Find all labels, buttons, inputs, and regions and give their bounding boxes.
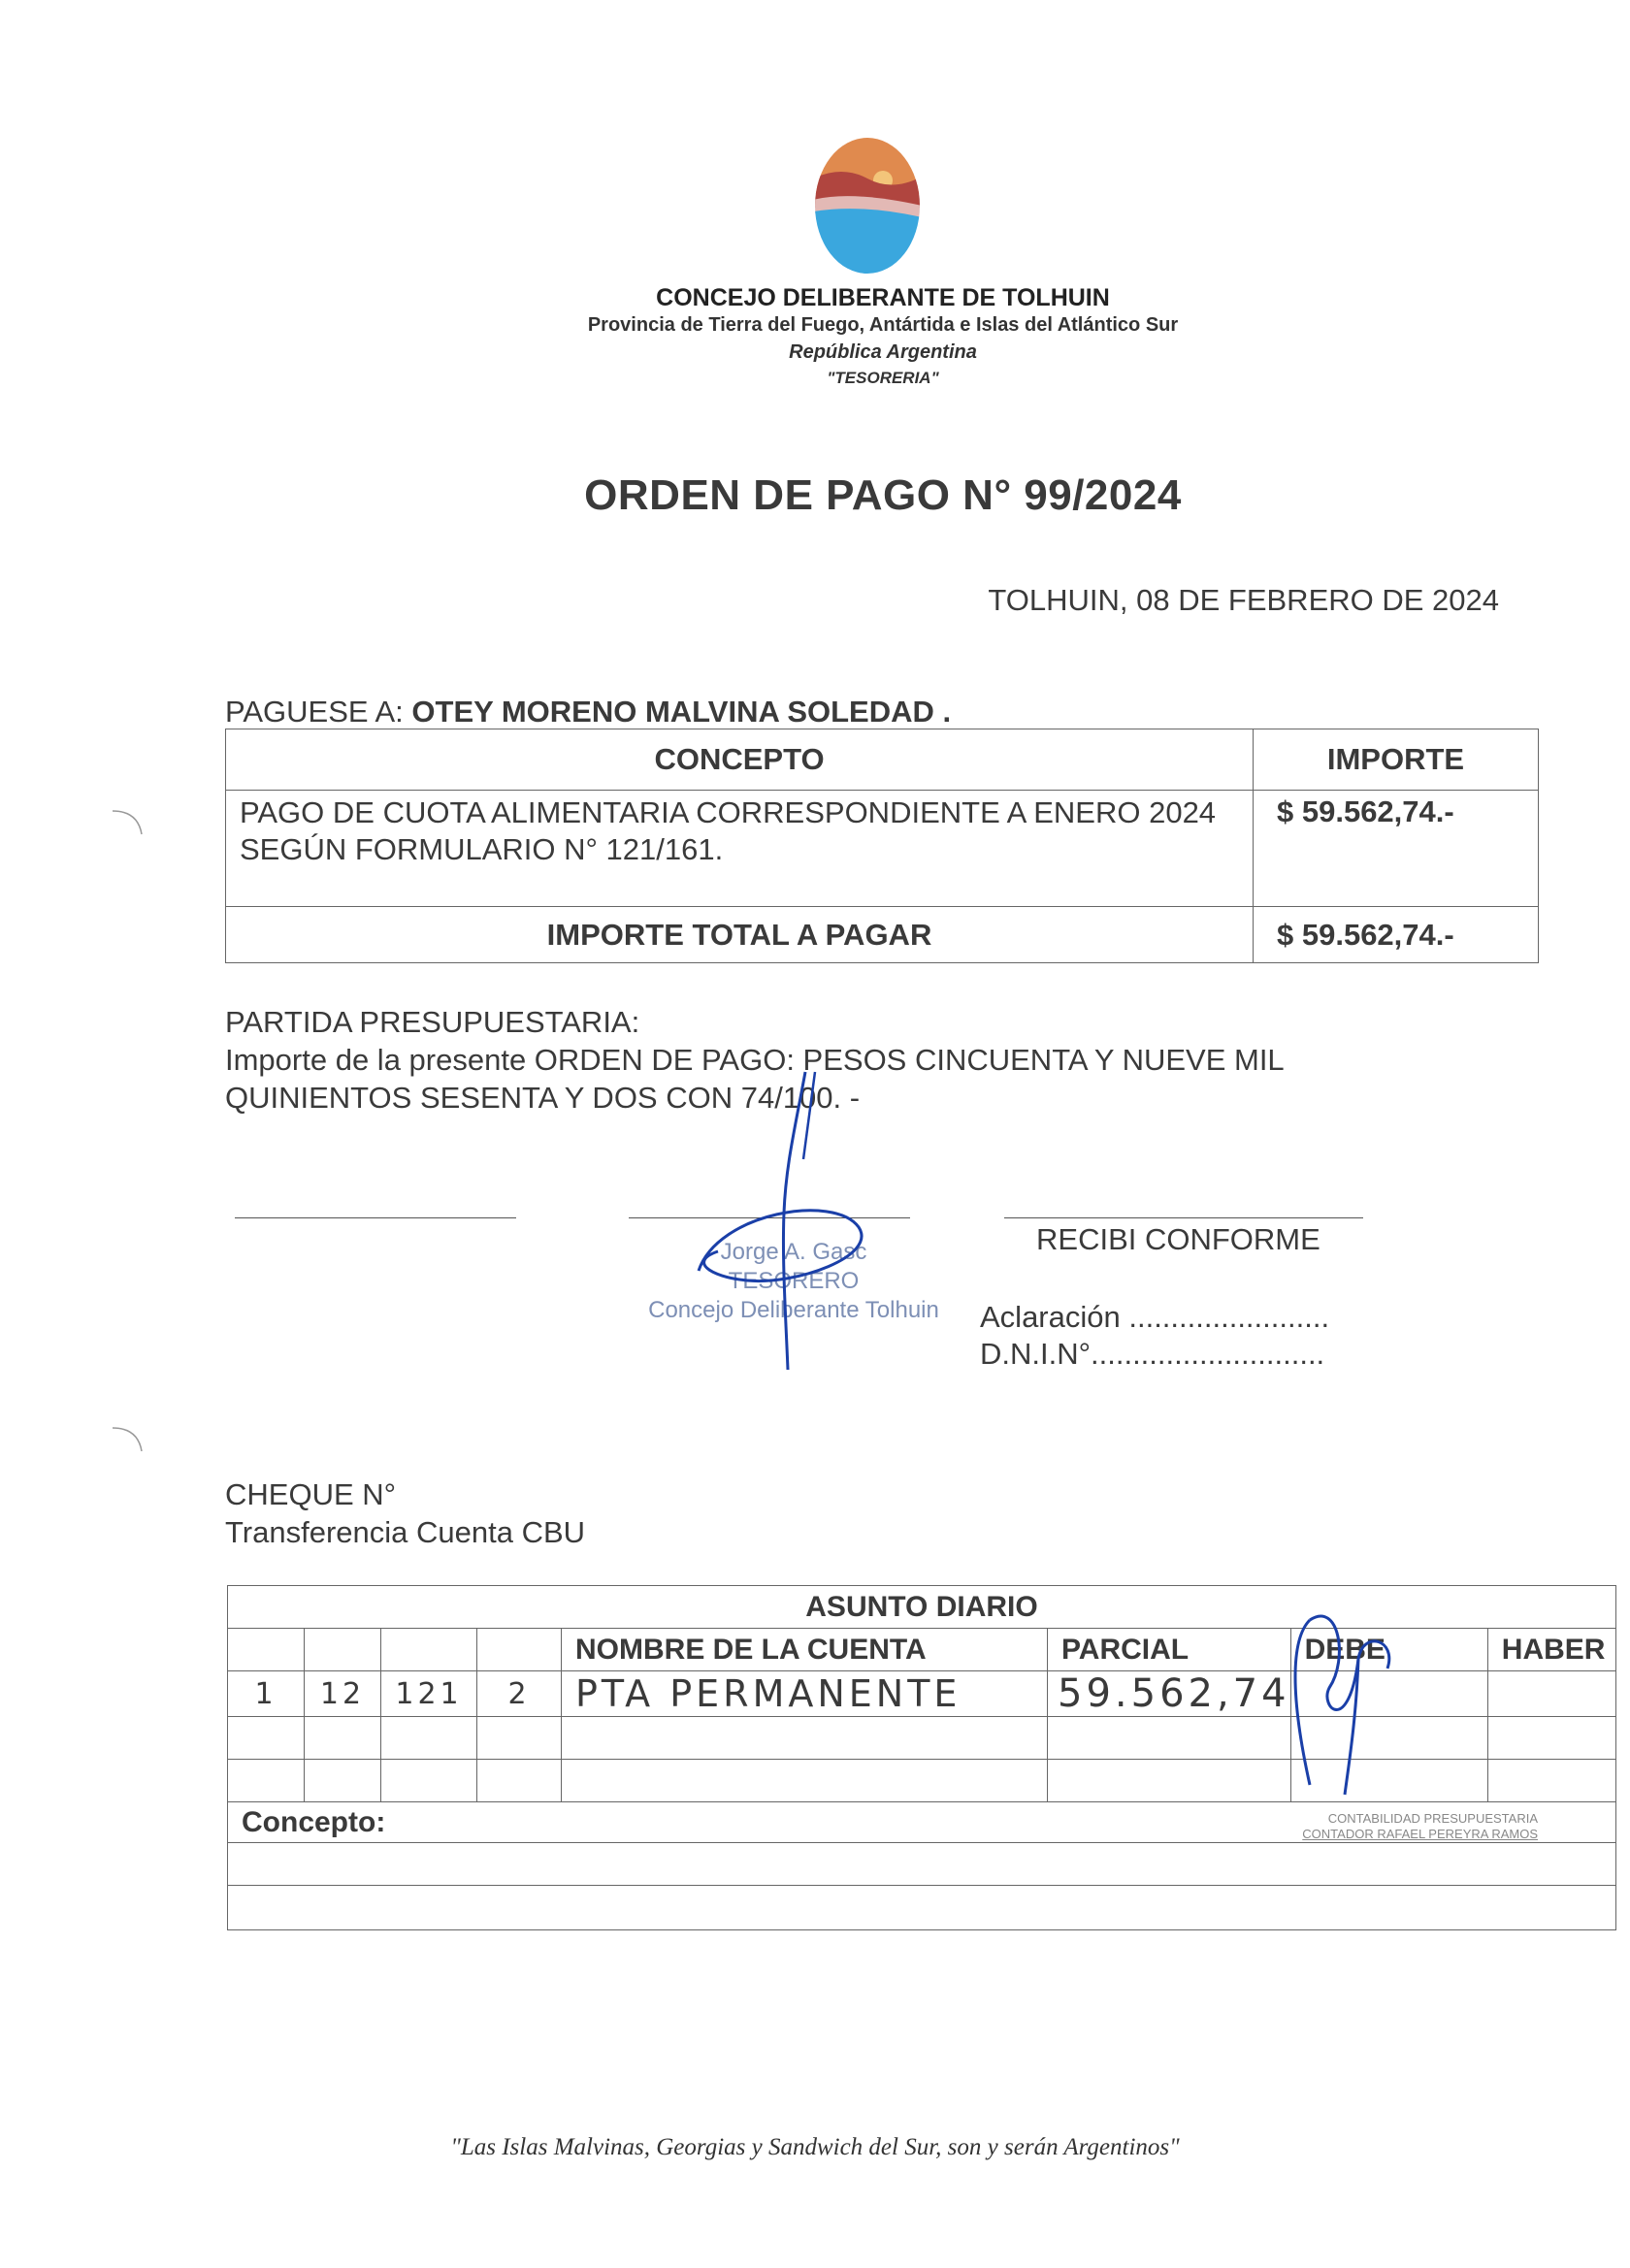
document-title: ORDEN DE PAGO N° 99/2024: [584, 471, 1182, 519]
account-name-cell: PTA PERMANENTE: [562, 1671, 1048, 1717]
accounting-stamp-line-1: CONTABILIDAD PRESUPUESTARIA: [1327, 1811, 1538, 1826]
account-code-2: 12: [305, 1671, 381, 1717]
partida-label: PARTIDA PRESUPUESTARIA:: [225, 1005, 640, 1039]
country-line: República Argentina: [789, 341, 977, 363]
concept-cell: PAGO DE CUOTA ALIMENTARIA CORRESPONDIENTE A ENERO 2024 SEGÚN FORMULARIO N° 121/161.: [226, 791, 1254, 907]
signature-line-left: [235, 1217, 516, 1218]
journal-title: ASUNTO DIARIO: [228, 1586, 1616, 1629]
account-code-1: 1: [228, 1671, 305, 1717]
credit-cell: [1487, 1671, 1615, 1717]
total-label: IMPORTE TOTAL A PAGAR: [226, 907, 1254, 963]
stamp-name: Jorge A. Gasc: [720, 1239, 867, 1265]
accounting-stamp-line-2: CONTADOR RAFAEL PEREYRA RAMOS: [1302, 1827, 1538, 1841]
col-debit: DEBE: [1290, 1629, 1487, 1671]
amount-cell: $ 59.562,74.-: [1254, 791, 1539, 907]
partida-line-1: Importe de la presente ORDEN DE PAGO: PESOS CINCUENTA Y NUEVE MIL: [225, 1043, 1285, 1077]
payee-name: OTEY MORENO MALVINA SOLEDAD .: [411, 695, 952, 729]
department-line: "TESORERIA": [827, 369, 939, 387]
payment-table: [225, 729, 1539, 963]
treasurer-signature: [679, 1067, 893, 1377]
aclaracion-field: Aclaración ........................: [980, 1300, 1330, 1334]
amount-header: IMPORTE: [1254, 729, 1539, 791]
signature-line-receiver: [1004, 1217, 1363, 1218]
hole-punch-mark: [109, 1424, 147, 1463]
col-partial: PARCIAL: [1048, 1629, 1291, 1671]
payee-label: PAGUESE A:: [225, 695, 412, 729]
accounting-stamp: [1290, 1802, 1615, 1843]
partial-cell: 59.562,74: [1048, 1671, 1291, 1717]
receipt-label: RECIBI CONFORME: [1036, 1222, 1320, 1256]
council-logo: [813, 136, 922, 275]
dni-field: D.N.I.N°............................: [980, 1337, 1325, 1371]
payee-line: [225, 695, 951, 729]
accounting-signature: [1252, 1601, 1407, 1804]
journal-table: [227, 1585, 1616, 1930]
col-credit: HABER: [1487, 1629, 1615, 1671]
account-code-4: 2: [477, 1671, 562, 1717]
footer-slogan: "Las Islas Malvinas, Georgias y Sandwich del Sur, son y serán Argentinos": [450, 2134, 1180, 2160]
transfer-label: Transferencia Cuenta CBU: [225, 1515, 586, 1549]
stamp-role: TESORERO: [728, 1268, 860, 1294]
hole-punch-mark: [109, 807, 147, 846]
account-code-3: 121: [381, 1671, 477, 1717]
place-date: TOLHUIN, 08 DE FEBRERO DE 2024: [988, 583, 1499, 617]
org-name: CONCEJO DELIBERANTE DE TOLHUIN: [656, 284, 1110, 311]
concept-label: Concepto:: [228, 1802, 1291, 1843]
total-amount: $ 59.562,74.-: [1254, 907, 1539, 963]
partida-line-2: QUINIENTOS SESENTA Y DOS CON 74/100. -: [225, 1081, 861, 1115]
stamp-org: Concejo Deliberante Tolhuin: [648, 1297, 939, 1323]
cheque-label: CHEQUE N°: [225, 1477, 397, 1511]
province-line: Provincia de Tierra del Fuego, Antártida e Islas del Atlántico Sur: [587, 314, 1179, 336]
col-account-name: NOMBRE DE LA CUENTA: [562, 1629, 1048, 1671]
concept-header: CONCEPTO: [226, 729, 1254, 791]
